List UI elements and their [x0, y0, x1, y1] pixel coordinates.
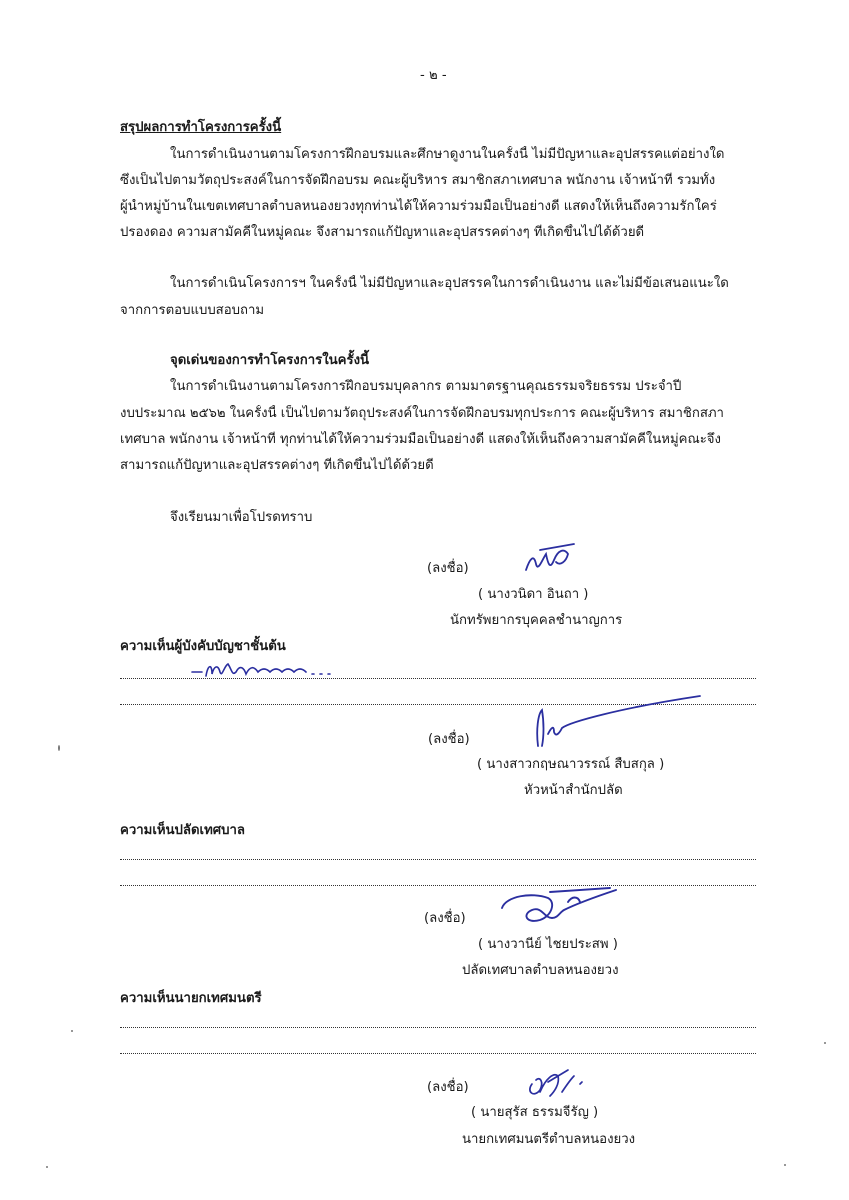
summary-para2-line: ในการดำเนินโครงการฯ ในครั้งนี้ ไม่มีปัญหาและอุปสรรคในการดำเนินงาน และไม่มีข้อเสนอแนะใด: [170, 276, 729, 291]
signer-name: ( นางสาวกฤษณาวรรณ์ สืบสกุล ): [477, 757, 665, 772]
summary-para1-line: ปรองดอง ความสามัคคีในหมู่คณะ จึงสามารถแก้ปัญหาและอุปสรรคต่างๆ ที่เกิดขึ้นไปได้ด้วยดี: [120, 225, 645, 240]
summary-para1-line: ผู้นำหมู่บ้านในเขตเทศบาลตำบลหนองยวงทุกท่านได้ให้ความร่วมมือเป็นอย่างดี แสดงให้เห็นถึงความรักใคร่: [120, 199, 717, 214]
highlights-para-line: ในการดำเนินงานตามโครงการฝึกอบรมบุคลากร ตามมาตรฐานคุณธรรมจริยธรรม ประจำปี: [170, 379, 682, 394]
signature-3: [492, 884, 622, 928]
signer-name: ( นางวนิดา อินถา ): [478, 587, 589, 602]
signer-position: นายกเทศมนตรีตำบลหนองยวง: [462, 1132, 636, 1147]
summary-para1-line: ซึ่งเป็นไปตามวัตถุประสงค์ในการจัดฝึกอบรม คณะผู้บริหาร สมาชิกสภาเทศบาล พนักงาน เจ้าหน้าที่ รวมทั้ง: [120, 173, 716, 188]
signer-name: ( นายสุรัส ธรรมจีรัญ ): [471, 1105, 599, 1120]
signer-position: นักทรัพยากรบุคคลชำนาญการ: [450, 613, 623, 628]
signer-position: หัวหน้าสำนักปลัด: [524, 783, 623, 798]
sign-label: (ลงชื่อ): [427, 1080, 469, 1095]
scan-speck: [784, 1164, 786, 1166]
closing-line: จึงเรียนมาเพื่อโปรดทราบ: [170, 510, 313, 525]
signer-position: ปลัดเทศบาลตำบลหนองยวง: [462, 963, 619, 978]
summary-heading: สรุปผลการทำโครงการครั้งนี้: [120, 120, 282, 135]
opinion-dotted-line: [120, 678, 756, 679]
opinion-clerk-heading: ความเห็นปลัดเทศบาล: [120, 823, 245, 838]
scan-speck: [58, 745, 60, 751]
highlights-heading: จุดเด่นของการทำโครงการในครั้งนี้: [170, 353, 370, 368]
opinion-dotted-line: [120, 1053, 756, 1054]
signer-name: ( นางวานีย์ ไชยประสพ ): [478, 937, 618, 952]
opinion-dotted-line: [120, 859, 756, 860]
highlights-para-line: งบประมาณ ๒๕๖๒ ในครั้งนี้ เป็นไปตามวัตถุประสงค์ในการจัดฝึกอบรมทุกประการ คณะผู้บริหาร สมาชิกสภา: [120, 406, 724, 421]
sign-label: (ลงชื่อ): [427, 561, 469, 576]
opinion-supervisor-heading: ความเห็นผู้บังคับบัญชาชั้นต้น: [120, 639, 286, 654]
opinion-dotted-line: [120, 885, 756, 886]
scan-speck: [71, 1030, 73, 1032]
scan-speck: [824, 1042, 826, 1044]
signature-4: [518, 1062, 598, 1102]
sign-label: (ลงชื่อ): [424, 911, 466, 926]
page-number: - ๒ -: [420, 68, 447, 83]
signature-1: [520, 540, 580, 580]
sign-label: (ลงชื่อ): [428, 732, 470, 747]
highlights-para-line: สามารถแก้ปัญหาและอุปสรรคต่างๆ ที่เกิดขึ้นไปได้ด้วยดี: [120, 458, 434, 473]
opinion-mayor-heading: ความเห็นนายกเทศมนตรี: [120, 991, 262, 1006]
highlights-para-line: เทศบาล พนักงาน เจ้าหน้าที่ ทุกท่านได้ให้ความร่วมมือเป็นอย่างดี แสดงให้เห็นถึงความสามัคคีในหมู่คณะจึง: [120, 432, 721, 447]
opinion-dotted-line: [120, 1027, 756, 1028]
summary-para2-line: จากการตอบแบบสอบถาม: [120, 303, 265, 318]
signature-2: [530, 692, 705, 752]
summary-para1-line: ในการดำเนินงานตามโครงการฝึกอบรมและศึกษาดูงานในครั้งนี้ ไม่มีปัญหาและอุปสรรคแต่อย่างใด: [170, 147, 725, 162]
scan-speck: [46, 1166, 48, 1168]
